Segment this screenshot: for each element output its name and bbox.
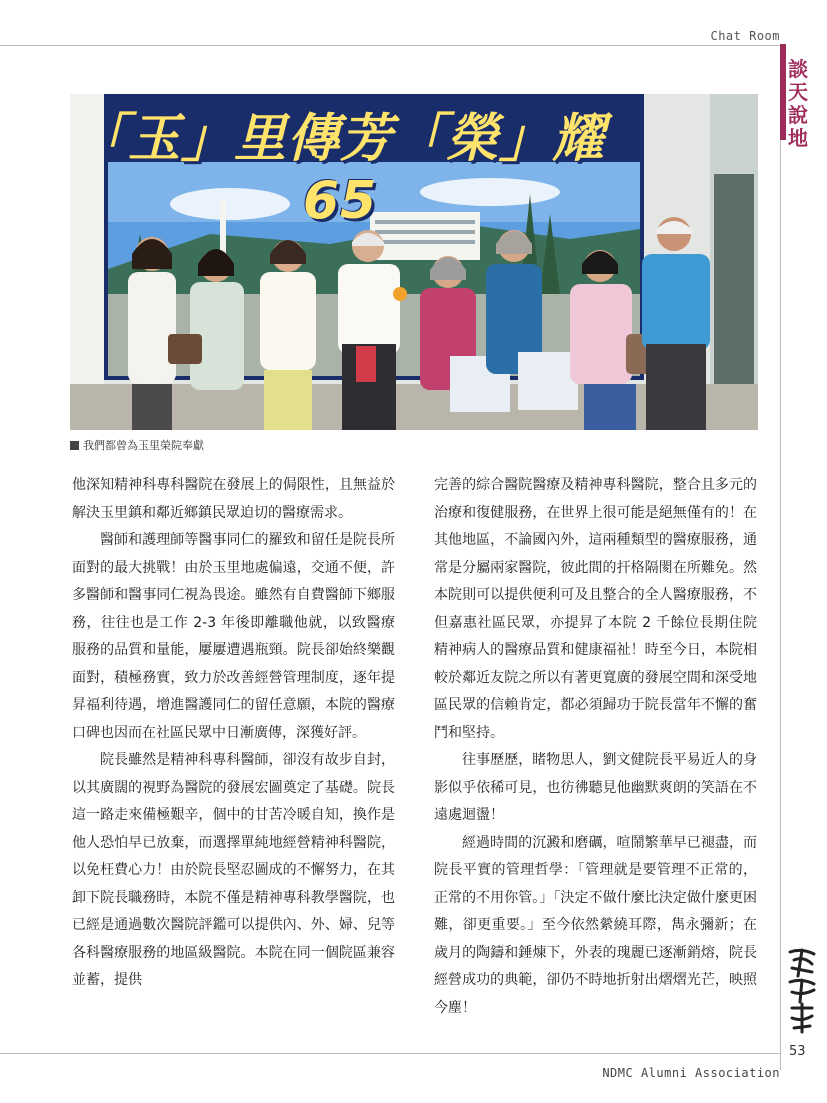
section-label: Chat Room (710, 29, 780, 43)
paragraph: 完善的綜合醫院醫療及精神專科醫院，整合且多元的治療和復健服務，在世界上很可能是絕無僅有的！在其他地區，不論國內外，這兩種類型的醫療服務，通常是分屬兩家醫院，彼此間的扞格隔閡在所難免。然本院則可以提供便利可及且整合的全人醫療服務，不但嘉惠社區民眾，亦提昇了本院 2 千餘位長期住院精神病人的醫療品質和健康福祉！時至今日，本院相較於鄰近友院之所以有著更寬廣的發展空間和深受地區民眾的信賴肯定，都必須歸功于院長當年不懈的奮鬥和堅持。 (434, 477, 757, 741)
article-column-right (434, 472, 757, 1022)
paragraph: 醫師和護理師等醫事同仁的羅致和留任是院長所面對的最大挑戰！由於玉里地處偏遠，交通不便，許多醫師和醫事同仁視為畏途。雖然有自費醫師下鄉服務，往往也是工作 2-3 年後即離職他就，以致醫療服務的品質和量能，屢屢遭遇瓶頸。院長卻始終樂觀面對，積極務實，致力於改善經營管理制度，逐年提昇福利待遇，增進醫護同仁的留任意願，本院的醫療口碑也因而在社區民眾中日漸廣傳，深獲好評。 (72, 532, 395, 741)
header-rule (0, 45, 780, 46)
paragraph: 往事歷歷，睹物思人，劉文健院長平易近人的身影似乎依稀可見，也彷彿聽見他幽默爽朗的笑語在不遠處迴盪！ (434, 752, 757, 823)
group-photo (70, 94, 758, 430)
caption-text: 我們都曾為玉里榮院奉獻 (83, 439, 204, 452)
section-title-char: 地 (788, 126, 808, 150)
paragraph: 他深知精神科專科醫院在發展上的侷限性，且無益於解決玉里鎮和鄰近鄉鎮民眾迫切的醫療需求。 (72, 477, 395, 521)
section-title-char: 談 (788, 57, 808, 81)
caption-marker-icon (70, 441, 79, 450)
banner-title: 「玉」里傳芳「榮」耀65 (74, 109, 605, 231)
footer-association: NDMC Alumni Association (602, 1066, 780, 1080)
section-title (786, 58, 810, 150)
journal-logo (784, 946, 820, 1036)
section-title-char: 說 (788, 103, 808, 127)
section-title-char: 天 (788, 80, 808, 104)
paragraph: 院長雖然是精神科專科醫師，卻沒有故步自封，以其廣闊的視野為醫院的發展宏圖奠定了基礎。院長這一路走來備極艱辛，個中的甘苦冷暖自知，換作是他人恐怕早已放棄，而選擇單純地經營精神科醫院，以免枉費心力！由於院長堅忍圖成的不懈努力，在其卸下院長職務時，本院不僅是精神專科教學醫院，也已經是通過數次醫院評鑑可以提供內、外、婦、兒等各科醫療服務的地區級醫院。本院在同一個院區兼容並蓄，提供 (72, 752, 395, 988)
side-rule (780, 45, 781, 1070)
photo-caption (70, 437, 204, 453)
paragraph: 經過時間的沉澱和磨礪，喧鬧繁華早已褪盡，而院長平實的管理哲學：「管理就是要管理不正常的，正常的不用你管。」「決定不做什麼比決定做什麼更困難，卻更重要。」至今依然縈繞耳際，雋永彌新；在歲月的陶鑄和錘煉下，外表的瑰麗已逐漸銷熔，院長經營成功的典範，卻仍不時地折射出熠熠光芒，映照今塵！ (434, 834, 757, 1016)
page-number: 53 (789, 1044, 806, 1059)
footer-rule (0, 1053, 780, 1054)
article-column-left (72, 472, 395, 995)
